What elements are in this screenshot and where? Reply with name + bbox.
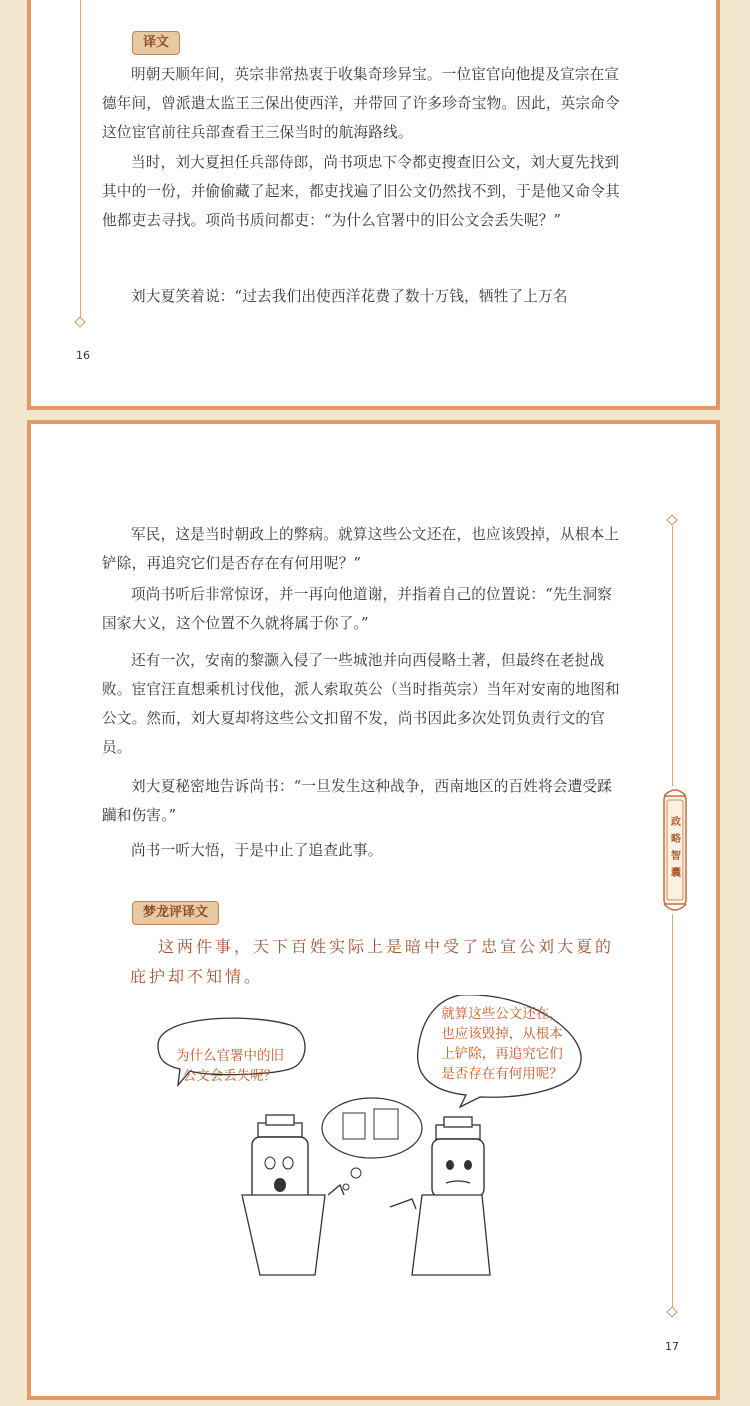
speech-bubble-left xyxy=(165,1046,295,1086)
bubble-line: 公文会丢失呢？ xyxy=(182,1068,278,1084)
commentary-text: 这两件事，天下百姓实际上是暗中受了忠宣公刘大夏的庇护却不知情。 xyxy=(130,937,615,986)
paragraph: 尚书一听大悟，于是中止了追查此事。 xyxy=(131,842,383,859)
side-tab-text xyxy=(670,814,682,882)
paragraph: 刘大夏秘密地告诉尚书：“一旦发生这种战争，西南地区的百姓将会遭受蹂躏和伤害。” xyxy=(102,778,613,824)
paragraph: 刘大夏笑着说：“过去我们出使西洋花费了数十万钱，牺牲了上万名 xyxy=(131,288,568,305)
side-tab-char: 智 xyxy=(671,851,681,862)
paragraph: 明朝天顺年间，英宗非常热衷于收集奇珍异宝。一位宦官向他提及宣宗在宣德年间，曾派遣太监王三保出使西洋，并带回了许多珍奇宝物。因此，英宗命令这位宦官前往兵部查看王三保当时的航海路线。 xyxy=(102,66,620,141)
page-number: 17 xyxy=(665,1340,679,1353)
bubble-line: 就算这些公文还在， xyxy=(441,1006,563,1022)
paragraph: 军民，这是当时朝政上的弊病。就算这些公文还在，也应该毁掉，从根本上铲除，再追究它们是否存在有何用呢？” xyxy=(102,526,620,572)
section-label-translation: 译文 xyxy=(132,31,180,55)
page-17-margin-line-bottom xyxy=(672,914,673,1308)
bubble-line: 上铲除，再追究它们 xyxy=(441,1046,563,1062)
bubble-line: 为什么官署中的旧 xyxy=(176,1048,284,1064)
section-label-commentary: 梦龙评译文 xyxy=(132,901,219,925)
page-16-margin-line xyxy=(80,0,81,318)
side-tab xyxy=(660,786,690,914)
side-tab-char: 囊 xyxy=(671,868,681,879)
side-tab-char: 政 xyxy=(671,817,681,828)
bubble-line: 也应该毁掉，从根本 xyxy=(441,1026,563,1042)
speech-bubble-right xyxy=(432,1004,572,1084)
side-tab-char: 略 xyxy=(671,834,681,845)
paragraph: 还有一次，安南的黎灏入侵了一些城池并向西侵略土著，但最终在老挝战败。宦官汪直想乘机讨伐他，派人索取英公（当时指英宗）当年对安南的地图和公文。然而，刘大夏却将这些公文扣留不发，尚书因此多次处罚负责行文的官员。 xyxy=(102,652,620,756)
page-17-margin-line-top xyxy=(672,526,673,786)
page-number: 16 xyxy=(76,349,90,362)
paragraph: 当时，刘大夏担任兵部侍郎，尚书项忠下令都吏搜查旧公文，刘大夏先找到其中的一份，并偷偷藏了起来，都吏找遍了旧公文仍然找不到，于是他又命令其他都吏去寻找。项尚书质问都吏：“为什么官署中的旧公文会丢失呢？” xyxy=(102,154,620,229)
bubble-line: 是否存在有何用呢？ xyxy=(441,1066,563,1082)
paragraph: 项尚书听后非常惊讶，并一再向他道谢，并指着自己的位置说：“先生洞察国家大义，这个位置不久就将属于你了。” xyxy=(102,586,613,632)
